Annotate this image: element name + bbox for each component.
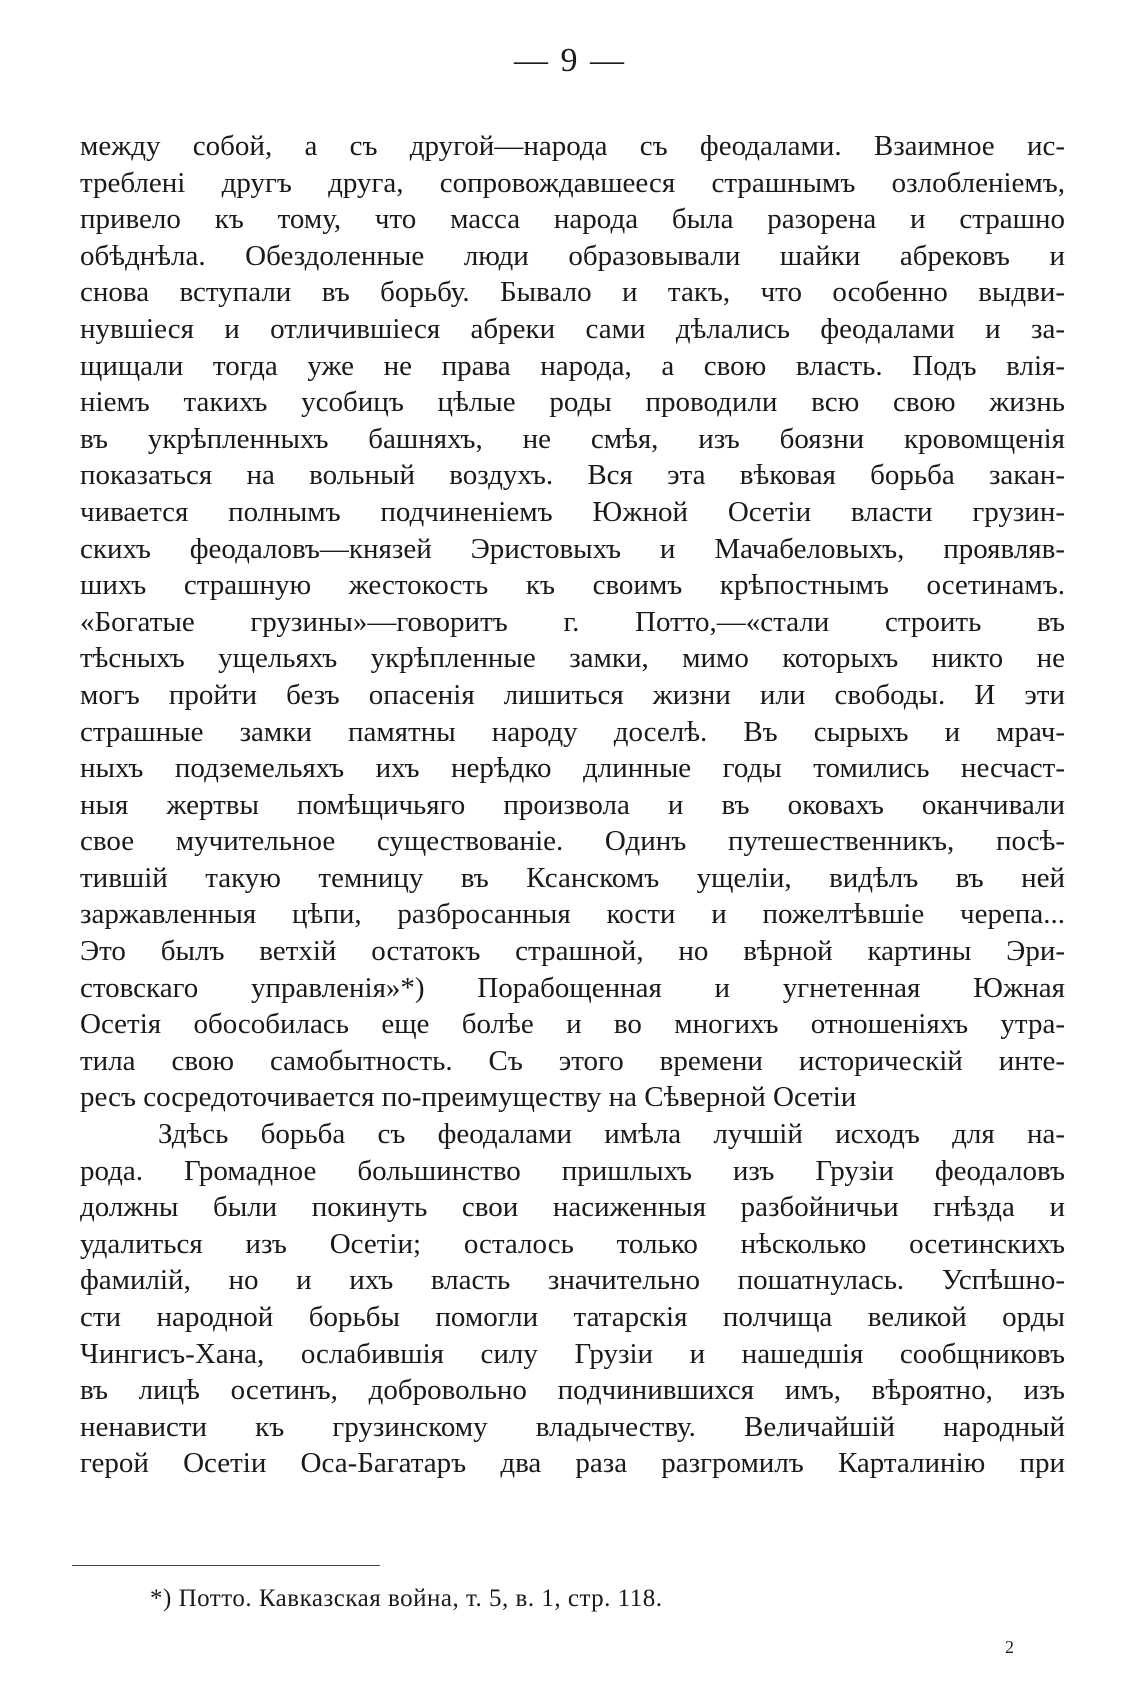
text-line: удалиться изъ Осетіи; осталось только нѣсколько осетинскихъ [80,1227,1065,1260]
text-line: герой Осетіи Оса-Багатаръ два раза разгромилъ Карталинію при [80,1447,1065,1480]
text-line: въ укрѣпленныхъ башняхъ, не смѣя, изъ боязни кровомщенія [80,422,1065,455]
text-line: снова вступали въ борьбу. Бывало и такъ, что особенно выдви- [80,276,1065,309]
text-line: ненависти къ грузинскому владычеству. Величайшій народный [80,1410,1065,1443]
text-line: чивается полнымъ подчиненіемъ Южной Осетіи власти грузин- [80,495,1065,528]
body-text [80,128,1065,1482]
text-line: ніемъ такихъ усобицъ цѣлые роды проводили всю свою жизнь [80,386,1065,419]
text-line: Это былъ ветхій остатокъ страшной, но вѣрной картины Эри- [80,935,1065,968]
text-line: нувшіеся и отличившіеся абреки сами дѣлались феодалами и за- [80,312,1065,345]
text-line: свое мучительное существованіе. Одинъ путешественникъ, посѣ- [80,825,1065,858]
text-line: рода. Громадное большинство пришлыхъ изъ Грузіи феодаловъ [80,1154,1065,1187]
text-line: привело къ тому, что масса народа была разорена и страшно [80,203,1065,236]
text-line: фамилій, но и ихъ власть значительно пошатнулась. Успѣшно- [80,1264,1065,1297]
text-line: Чингисъ-Хана, ослабившія силу Грузіи и нашедшія сообщниковъ [80,1337,1065,1370]
text-line: тѣсныхъ ущельяхъ укрѣпленные замки, мимо которыхъ никто не [80,642,1065,675]
text-line: показаться на вольный воздухъ. Вся эта вѣковая борьба закан- [80,459,1065,492]
text-line: сти народной борьбы помогли татарскія полчища великой орды [80,1301,1065,1333]
text-line: Осетія обособилась еще болѣе и во многихъ отношеніяхъ утра- [80,1008,1065,1041]
page-number: — 9 — [514,42,626,79]
text-line: тившій такую темницу въ Ксанскомъ ущеліи, видѣлъ въ ней [80,861,1065,894]
text-line: ресъ сосредоточивается по-преимуществу на Сѣверной Осетіи [80,1081,857,1114]
text-line: обѣднѣла. Обездоленные люди образовывали шайки абрековъ и [80,239,1065,272]
text-line: треблені другъ друга, сопровождавшееся страшнымъ озлобленіемъ, [80,166,1065,199]
footnote-rule [72,1565,380,1566]
text-line: стовскаго управленія»*) Порабощенная и угнетенная Южная [80,971,1065,1004]
text-line: въ лицѣ осетинъ, добровольно подчинившихся имъ, вѣроятно, изъ [80,1374,1065,1407]
text-line: «Богатые грузины»—говоритъ г. Потто,—«стали строить въ [80,605,1065,638]
text-line: ныхъ подземельяхъ ихъ нерѣдко длинные годы томились несчаст- [80,752,1065,785]
signature-mark: 2 [1005,1637,1014,1657]
text-line: щищали тогда уже не права народа, а свою власть. Подъ влія- [80,349,1065,382]
text-line: тила свою самобытность. Съ этого времени историческій инте- [80,1044,1065,1077]
text-line: скихъ феодаловъ—князей Эристовыхъ и Мачабеловыхъ, проявляв- [80,532,1065,565]
text-line: страшные замки памятны народу доселѣ. Въ сырыхъ и мрач- [80,715,1065,748]
footnote: *) Потто. Кавказская война, т. 5, в. 1, стр. 118. [150,1585,663,1612]
text-line: между собой, а съ другой—народа съ феодалами. Взаимное ис- [80,130,1065,162]
text-line: Здѣсь борьба съ феодалами имѣла лучшій исходъ для на- [158,1118,1065,1151]
text-line: могъ пройти безъ опасенія лишиться жизни или свободы. И эти [80,678,1065,711]
text-line: шихъ страшную жестокость къ своимъ крѣпостнымъ осетинамъ. [80,569,1065,602]
text-line: должны были покинуть свои насиженныя разбойничьи гнѣзда и [80,1191,1065,1224]
text-line: ныя жертвы помѣщичьяго произвола и въ оковахъ оканчивали [80,788,1065,821]
text-line: заржавленныя цѣпи, разбросанныя кости и пожелтѣвшіе черепа... [80,898,1065,931]
